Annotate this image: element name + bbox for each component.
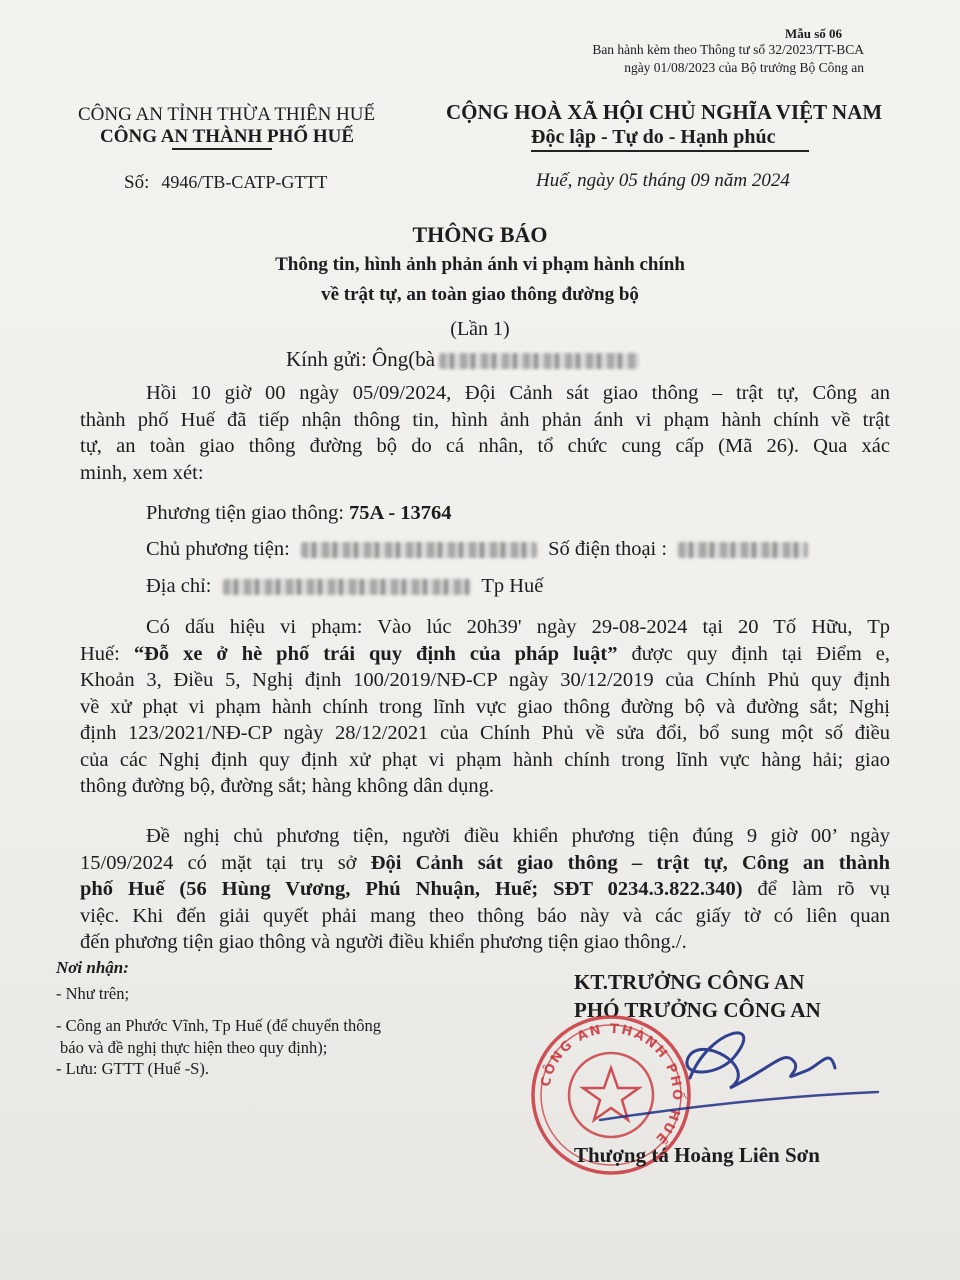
notice-times: (Lần 1) xyxy=(450,318,510,340)
violation-line: của các Nghị định quy định xử phạt vi phạm hành chính trong lĩnh vực hàng hải; giao xyxy=(80,748,890,771)
redacted-phone xyxy=(678,542,808,558)
greeting xyxy=(286,347,639,372)
vehicle-plate: 75A - 13764 xyxy=(349,502,452,524)
request-line: việc. Khi đến giải quyết phải mang theo thông báo này và các giấy tờ có liên quan xyxy=(80,904,890,927)
violation-line: thông đường bộ, đường sắt; hàng không dân dụng. xyxy=(80,775,495,797)
vehicle-line xyxy=(146,502,452,525)
document-number-label: Số: xyxy=(124,172,150,193)
document-number-value: 4946/TB-CATP-GTTT xyxy=(161,172,328,192)
agency-underline xyxy=(172,148,272,150)
request-line: phố Huế (56 Hùng Vương, Phú Nhuận, Huế; SĐT 0234.3.822.340) để làm rõ vụ xyxy=(80,878,890,900)
document-number xyxy=(124,172,327,194)
nation-title: CỘNG HOÀ XÃ HỘI CHỦ NGHĨA VIỆT NAM xyxy=(446,100,883,124)
agency-name: CÔNG AN THÀNH PHỐ HUẾ xyxy=(100,126,355,147)
address-label: Địa chỉ: xyxy=(146,575,212,597)
place-date: Huế, ngày 05 tháng 09 năm 2024 xyxy=(536,170,790,191)
intro-paragraph xyxy=(80,380,890,486)
agency-parent: CÔNG AN TỈNH THỪA THIÊN HUẾ xyxy=(78,104,376,125)
intro-line: minh, xem xét: xyxy=(80,461,204,484)
intro-line: thành phố Huế đã tiếp nhận thông tin, hình ảnh phản ánh vi phạm hành chính về trật xyxy=(80,408,890,431)
recipient-item: - Công an Phước Vĩnh, Tp Huế (để chuyển thông xyxy=(56,1016,382,1035)
redacted-address xyxy=(223,579,471,595)
request-paragraph xyxy=(80,823,890,956)
motto-underline xyxy=(531,150,809,152)
recipient-item: - Lưu: GTTT (Huế -S). xyxy=(56,1059,209,1078)
form-note-line1: Ban hành kèm theo Thông tư số 32/2023/TT-BCA xyxy=(592,42,864,57)
greeting-text: Kính gửi: Ông(bà xyxy=(286,347,436,371)
request-line: 15/09/2024 có mặt tại trụ sở Đội Cảnh sát giao thông – trật tự, Công an thành xyxy=(80,851,891,874)
phone-label: Số điện thoại : xyxy=(548,538,668,560)
violation-line: định 123/2021/NĐ-CP ngày 28/12/2021 của Chính Phủ về sửa đổi, bổ sung một số điều xyxy=(80,722,890,744)
handwritten-signature xyxy=(560,1008,890,1128)
violation-description: “Đỗ xe ở hè phố trái quy định của pháp luật” xyxy=(133,642,618,665)
document-subtitle-line1: Thông tin, hình ảnh phản ánh vi phạm hành chính xyxy=(275,254,685,275)
redacted-owner xyxy=(301,542,537,558)
redacted-name xyxy=(439,353,639,369)
request-line: đến phương tiện giao thông và người điều khiển phương tiện giao thông./. xyxy=(80,931,687,953)
recipient-item: - Như trên; xyxy=(56,984,130,1003)
violation-line: Huế: “Đỗ xe ở hè phố trái quy định của pháp luật” được quy định tại Điểm e, xyxy=(80,642,891,665)
request-line: Đề nghị chủ phương tiện, người điều khiển phương tiện đúng 9 giờ 00’ ngày xyxy=(146,825,890,847)
intro-line: Hồi 10 giờ 00 ngày 05/09/2024, Đội Cảnh sát giao thông – trật tự, Công an xyxy=(146,382,890,404)
violation-line: Khoản 3, Điều 5, Nghị định 100/2019/NĐ-CP ngày 30/12/2019 của Chính Phủ quy định xyxy=(80,669,890,691)
form-number: Mẫu số 06 xyxy=(784,26,842,41)
request-address: phố Huế (56 Hùng Vương, Phú Nhuận, Huế; SĐT 0234.3.822.340) xyxy=(80,878,743,900)
violation-paragraph xyxy=(80,614,890,800)
signature-title1: KT.TRƯỞNG CÔNG AN xyxy=(574,970,805,994)
recipient-item: báo và đề nghị thực hiện theo quy định); xyxy=(60,1038,328,1057)
document-subtitle-line2: về trật tự, an toàn giao thông đường bộ xyxy=(321,284,639,305)
vehicle-label: Phương tiện giao thông: xyxy=(146,502,344,524)
address-suffix: Tp Huế xyxy=(481,575,544,597)
signer-name: Thượng tá Hoàng Liên Sơn xyxy=(574,1143,820,1167)
seal-text: CÔNG AN THÀNH PHỐ HUẾ xyxy=(538,1021,685,1148)
owner-label: Chủ phương tiện: xyxy=(146,538,290,560)
intro-line: tự, an toàn giao thông đường bộ do cá nhân, tổ chức cung cấp (Mã 26). Qua xác xyxy=(80,435,890,457)
owner-line xyxy=(146,538,808,561)
document-title: THÔNG BÁO xyxy=(412,222,548,247)
national-motto: Độc lập - Tự do - Hạnh phúc xyxy=(531,126,776,148)
recipients-label: Nơi nhận: xyxy=(56,958,129,977)
signature-title2: PHÓ TRƯỞNG CÔNG AN xyxy=(574,998,821,1022)
violation-line: về xử phạt vi phạm hành chính trong lĩnh vực giao thông đường bộ và đường sắt; Nghị xyxy=(80,695,890,718)
request-office: Đội Cảnh sát giao thông – trật tự, Công an thành xyxy=(370,851,891,874)
form-note-line2: ngày 01/08/2023 của Bộ trưởng Bộ Công an xyxy=(624,60,864,75)
violation-line: Có dấu hiệu vi phạm: Vào lúc 20h39' ngày 29-08-2024 tại 20 Tố Hữu, Tp xyxy=(146,616,890,638)
address-line xyxy=(146,575,543,598)
